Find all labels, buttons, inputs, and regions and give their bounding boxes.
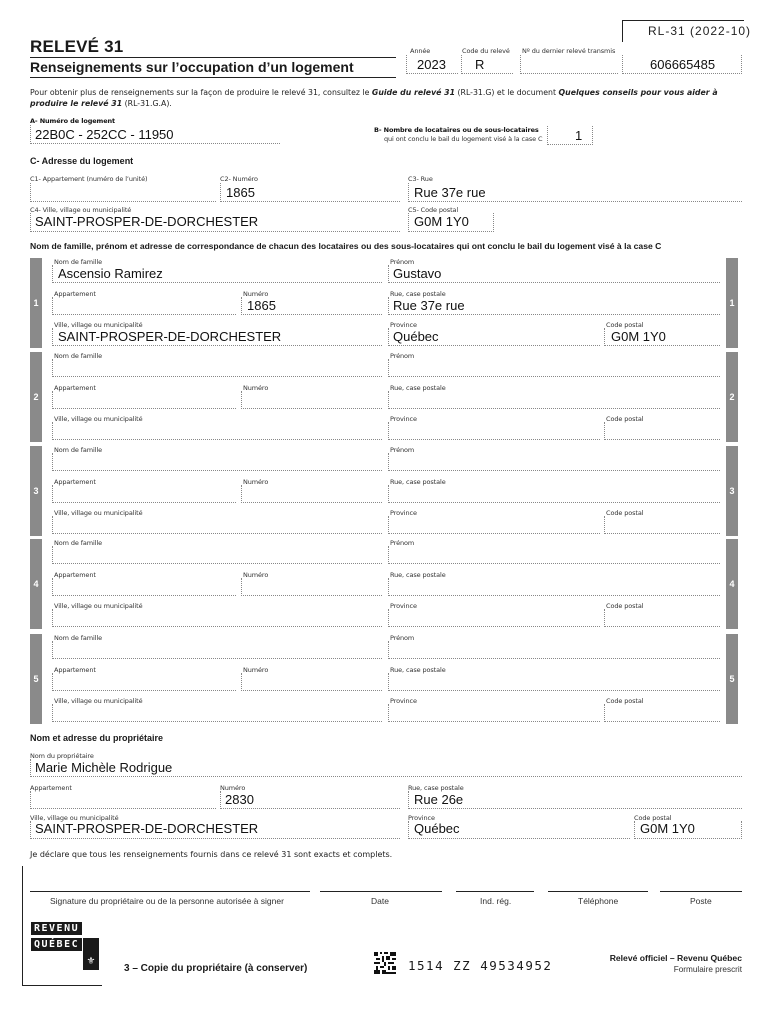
owner-appartement-label: Appartement [30, 784, 72, 792]
tenant-nom-value: Ascensio Ramirez [58, 266, 163, 281]
tenant-band-right: 3 [726, 446, 738, 536]
ind-reg-line[interactable] [456, 891, 534, 892]
tenant-ville-value: SAINT-PROSPER-DE-DORCHESTER [58, 329, 282, 344]
tenant-numero-label: Numéro [243, 666, 269, 674]
poste-label: Poste [690, 896, 712, 906]
owner-heading: Nom et adresse du propriétaire [30, 733, 164, 743]
owner-appartement-input[interactable] [30, 791, 216, 809]
copy-label: 3 – Copie du propriétaire (à conserver) [124, 963, 308, 974]
c1-input[interactable] [30, 183, 216, 202]
tenant-code-label: Code postal [606, 321, 644, 329]
owner-province-value: Québec [414, 821, 460, 836]
tenant-rue-label: Rue, case postale [390, 384, 446, 392]
owner-ville-label: Ville, village ou municipalité [30, 814, 119, 822]
tenant-band-left: 4 [30, 539, 42, 629]
tenant-province-label: Province [390, 697, 417, 705]
tenant-appartement-label: Appartement [54, 384, 96, 392]
tenant-prenom-label: Prénom [390, 352, 415, 360]
telephone-label: Téléphone [578, 896, 619, 906]
tenant-rue-label: Rue, case postale [390, 666, 446, 674]
owner-nom-label: Nom du propriétaire [30, 752, 94, 760]
c3-value: Rue 37e rue [414, 185, 486, 200]
tenant-appartement-label: Appartement [54, 666, 96, 674]
tenant-province-input[interactable] [388, 704, 600, 722]
tenant-appartement-label: Appartement [54, 478, 96, 486]
tenant-prenom-input[interactable] [388, 546, 720, 564]
c5-label: C5- Code postal [408, 206, 459, 214]
signature-label: Signature du propriétaire ou de la personne autorisée à signer [50, 896, 284, 906]
tenants-heading: Nom de famille, prénom et adresse de correspondance de chacun des locataires ou des sous-locataires qui ont conclu le bail du logement visé à la case C [30, 241, 662, 251]
tenant-code-value: G0M 1Y0 [611, 329, 666, 344]
owner-numero-value: 2830 [225, 792, 254, 807]
barcode-number: 1514 ZZ 49534952 [408, 958, 553, 973]
signature-frame [22, 866, 23, 986]
dernier-releve-label: Nº du dernier relevé transmis [522, 47, 616, 55]
tenant-nom-label: Nom de famille [54, 539, 103, 547]
tenant-nom-input[interactable] [52, 453, 382, 471]
tenant-appartement-label: Appartement [54, 290, 96, 298]
tenant-prenom-input[interactable] [388, 641, 720, 659]
tenant-band-left: 5 [30, 634, 42, 724]
tenant-code-input[interactable] [604, 516, 720, 534]
tenant-rue-input[interactable] [388, 578, 720, 596]
prescribed-label: Formulaire prescrit [673, 965, 742, 974]
intro-conseils: Quelques conseils pour vous aider à produire le relevé 31 [30, 88, 718, 108]
tenant-nom-input[interactable] [52, 546, 382, 564]
code-releve-label: Code du relevé [462, 47, 510, 55]
tenant-ville-label: Ville, village ou municipalité [54, 321, 143, 329]
intro-part1: Pour obtenir plus de renseignements sur la façon de produire le relevé 31, consultez le [30, 88, 372, 97]
tenant-prenom-label: Prénom [390, 634, 415, 642]
tenant-rue-label: Rue, case postale [390, 290, 446, 298]
tenant-numero-input[interactable] [241, 673, 382, 691]
tenant-numero-input[interactable] [241, 485, 382, 503]
tenant-band-left: 2 [30, 352, 42, 442]
form-title: RELEVÉ 31 [30, 37, 124, 56]
c1-label: C1- Appartement (numéro de l’unité) [30, 175, 148, 183]
tenant-ville-label: Ville, village ou municipalité [54, 697, 143, 705]
tenant-nom-label: Nom de famille [54, 446, 103, 454]
tenant-code-label: Code postal [606, 697, 644, 705]
tenant-rue-input[interactable] [388, 673, 720, 691]
tenant-province-label: Province [390, 415, 417, 423]
tenant-appartement-input[interactable] [52, 391, 236, 409]
tenant-code-label: Code postal [606, 602, 644, 610]
tenant-appartement-input[interactable] [52, 297, 236, 315]
tenant-code-input[interactable] [604, 422, 720, 440]
intro-part3: (RL-31.G.A). [122, 99, 172, 108]
annee-label: Année [410, 47, 431, 55]
tenant-rue-input[interactable] [388, 485, 720, 503]
form-code: RL-31 (2022-10) [648, 24, 752, 38]
tenant-ville-input[interactable] [52, 516, 382, 534]
tenant-rue-value: Rue 37e rue [393, 298, 465, 313]
revenu-quebec-logo [31, 922, 99, 970]
owner-numero-label: Numéro [220, 784, 246, 792]
code-releve-value: R [475, 57, 485, 72]
tenant-nom-label: Nom de famille [54, 634, 103, 642]
tenant-appartement-input[interactable] [52, 578, 236, 596]
releve-number-value: 606665485 [650, 57, 716, 72]
tenant-province-input[interactable] [388, 609, 600, 627]
tenant-province-label: Province [390, 602, 417, 610]
tenant-rue-label: Rue, case postale [390, 478, 446, 486]
poste-line[interactable] [660, 891, 742, 892]
tenant-numero-input[interactable] [241, 391, 382, 409]
tenant-ville-input[interactable] [52, 422, 382, 440]
tenant-ville-label: Ville, village ou municipalité [54, 602, 143, 610]
tenant-numero-label: Numéro [243, 571, 269, 579]
title-rule [30, 57, 396, 58]
signature-frame-bottom [22, 985, 102, 986]
tenant-appartement-input[interactable] [52, 485, 236, 503]
logo-line1: REVENU [31, 922, 82, 935]
telephone-line[interactable] [548, 891, 648, 892]
ind-reg-label: Ind. rég. [480, 896, 512, 906]
intro-text [30, 87, 745, 109]
c4-label: C4- Ville, village ou municipalité [30, 206, 132, 214]
field-b-label: B- Nombre de locataires ou de sous-locataires [374, 126, 539, 134]
section-c-heading: C- Adresse du logement [30, 156, 134, 166]
c4-value: SAINT-PROSPER-DE-DORCHESTER [35, 214, 259, 229]
dernier-releve-field[interactable] [520, 55, 618, 74]
c2-value: 1865 [226, 185, 255, 200]
subtitle-rule [30, 77, 396, 78]
tenant-code-input[interactable] [604, 609, 720, 627]
owner-rue-value: Rue 26e [414, 792, 464, 807]
tenant-band-left: 1 [30, 258, 42, 348]
field-a-label: A- Numéro de logement [30, 117, 116, 125]
tenant-province-input[interactable] [388, 422, 600, 440]
code-releve-field[interactable] [461, 55, 513, 74]
tenant-band-right: 2 [726, 352, 738, 442]
tenant-appartement-input[interactable] [52, 673, 236, 691]
tenant-nom-label: Nom de famille [54, 258, 103, 266]
tenant-numero-value: 1865 [247, 298, 276, 313]
official-label: Relevé officiel – Revenu Québec [609, 953, 742, 963]
intro-part2: (RL-31.G) et le document [455, 88, 559, 97]
tenant-nom-label: Nom de famille [54, 352, 103, 360]
tenant-nom-input[interactable] [52, 359, 382, 377]
tenant-numero-label: Numéro [243, 384, 269, 392]
tenant-rue-label: Rue, case postale [390, 571, 446, 579]
field-b-sublabel: qui ont conclu le bail du logement visé à la case C [384, 135, 543, 143]
tenant-province-value: Québec [393, 329, 439, 344]
tenant-nom-input[interactable] [52, 641, 382, 659]
owner-code-label: Code postal [634, 814, 672, 822]
tenant-prenom-label: Prénom [390, 446, 415, 454]
tenant-ville-input[interactable] [52, 609, 382, 627]
tenant-band-right: 5 [726, 634, 738, 724]
tenant-code-label: Code postal [606, 415, 644, 423]
date-label: Date [371, 896, 389, 906]
tenant-appartement-label: Appartement [54, 571, 96, 579]
tenant-band-left: 3 [30, 446, 42, 536]
field-b-value: 1 [575, 128, 583, 143]
c3-label: C3- Rue [408, 175, 433, 183]
owner-province-label: Province [408, 814, 435, 822]
tenant-code-input[interactable] [604, 704, 720, 722]
c2-label: C2- Numéro [220, 175, 258, 183]
signature-line[interactable] [30, 891, 310, 892]
tenant-province-input[interactable] [388, 516, 600, 534]
barcode-2d-icon [374, 952, 396, 974]
fleur-de-lis-icon: ⚜ [83, 938, 99, 970]
date-line[interactable] [320, 891, 442, 892]
tenant-prenom-input[interactable] [388, 453, 720, 471]
tenant-ville-label: Ville, village ou municipalité [54, 415, 143, 423]
tenant-band-right: 4 [726, 539, 738, 629]
tenant-prenom-input[interactable] [388, 359, 720, 377]
annee-value: 2023 [417, 57, 446, 72]
owner-rue-label: Rue, case postale [408, 784, 464, 792]
tenant-band-right: 1 [726, 258, 738, 348]
logo-line2: QUÉBEC [31, 938, 82, 951]
tenant-numero-input[interactable] [241, 578, 382, 596]
tenant-numero-label: Numéro [243, 478, 269, 486]
form-subtitle: Renseignements sur l’occupation d’un logement [30, 59, 354, 75]
owner-ville-value: SAINT-PROSPER-DE-DORCHESTER [35, 821, 259, 836]
declaration-text: Je déclare que tous les renseignements fournis dans ce relevé 31 sont exacts et complets. [30, 850, 393, 859]
field-b-input[interactable] [547, 126, 593, 145]
tenant-ville-label: Ville, village ou municipalité [54, 509, 143, 517]
tenant-prenom-value: Gustavo [393, 266, 442, 281]
tenant-rue-input[interactable] [388, 391, 720, 409]
intro-guide: Guide du relevé 31 [371, 88, 456, 97]
tenant-prenom-label: Prénom [390, 258, 415, 266]
tenant-ville-input[interactable] [52, 704, 382, 722]
owner-code-value: G0M 1Y0 [640, 821, 695, 836]
tenant-province-label: Province [390, 509, 417, 517]
c5-value: G0M 1Y0 [414, 214, 469, 229]
field-a-value: 22B0C - 252CC - 11950 [35, 127, 174, 142]
tenant-prenom-label: Prénom [390, 539, 415, 547]
tenant-code-label: Code postal [606, 509, 644, 517]
tenant-province-label: Province [390, 321, 417, 329]
tenant-numero-label: Numéro [243, 290, 269, 298]
owner-nom-value: Marie Michèle Rodrigue [35, 760, 173, 775]
